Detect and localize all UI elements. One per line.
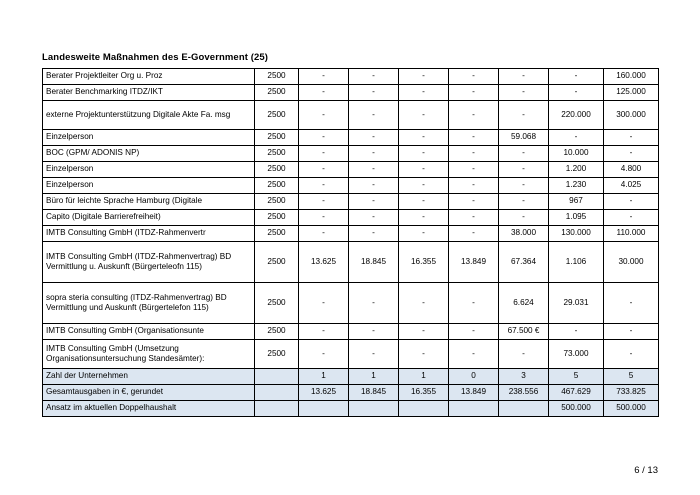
summary-cell	[399, 401, 449, 417]
row-cell: -	[499, 101, 549, 130]
summary-cell	[299, 401, 349, 417]
row-cell: -	[499, 85, 549, 101]
table-row	[43, 242, 659, 283]
row-cell: 2500	[255, 226, 299, 242]
row-cell: -	[299, 340, 349, 369]
table-row	[43, 340, 659, 369]
row-cell: 2500	[255, 130, 299, 146]
row-cell: 160.000	[604, 69, 659, 85]
row-label: externe Projektunterstützung Digitale Akte Fa. msg	[43, 101, 255, 130]
row-cell: -	[299, 162, 349, 178]
page-title: Landesweite Maßnahmen des E-Government (25)	[42, 52, 269, 63]
row-cell: 2500	[255, 210, 299, 226]
row-cell: 29.031	[549, 283, 604, 324]
row-cell: -	[349, 146, 399, 162]
row-cell: -	[299, 146, 349, 162]
row-cell: -	[449, 69, 499, 85]
row-cell: 1.230	[549, 178, 604, 194]
row-cell: -	[399, 146, 449, 162]
table-row	[43, 178, 659, 194]
row-label: Einzelperson	[43, 178, 255, 194]
row-cell: 10.000	[549, 146, 604, 162]
row-cell: 2500	[255, 85, 299, 101]
row-cell: 73.000	[549, 340, 604, 369]
row-cell: -	[399, 85, 449, 101]
summary-cell: 3	[499, 369, 549, 385]
row-cell: -	[449, 178, 499, 194]
summary-cell: 0	[449, 369, 499, 385]
summary-cell: 5	[549, 369, 604, 385]
row-cell: 2500	[255, 162, 299, 178]
row-cell: -	[549, 69, 604, 85]
row-cell: -	[499, 178, 549, 194]
row-cell: -	[299, 69, 349, 85]
row-cell: -	[399, 69, 449, 85]
row-cell: -	[399, 162, 449, 178]
summary-cell: 18.845	[349, 385, 399, 401]
row-cell: -	[299, 85, 349, 101]
table-row	[43, 130, 659, 146]
summary-cell: 16.355	[399, 385, 449, 401]
row-cell: -	[349, 69, 399, 85]
table-row	[43, 146, 659, 162]
row-label: Berater Projektleiter Org u. Proz	[43, 69, 255, 85]
row-cell: 2500	[255, 69, 299, 85]
summary-cell	[255, 369, 299, 385]
row-label: IMTB Consulting GmbH (ITDZ-Rahmenvertrag) BD Vermittlung u. Auskunft (Bürgerteleofn 115)	[43, 242, 255, 283]
row-cell: -	[349, 162, 399, 178]
row-cell: -	[604, 340, 659, 369]
row-cell: 13.849	[449, 242, 499, 283]
row-cell: 967	[549, 194, 604, 210]
summary-cell: 500.000	[549, 401, 604, 417]
summary-cell: 1	[299, 369, 349, 385]
table-row	[43, 324, 659, 340]
row-cell: -	[399, 178, 449, 194]
row-cell: -	[604, 210, 659, 226]
row-cell: 125.000	[604, 85, 659, 101]
table-row	[43, 101, 659, 130]
row-cell: -	[399, 194, 449, 210]
row-cell: -	[399, 101, 449, 130]
row-cell: 4.025	[604, 178, 659, 194]
table-row	[43, 85, 659, 101]
row-cell: -	[604, 283, 659, 324]
row-cell: -	[299, 226, 349, 242]
row-cell: 2500	[255, 242, 299, 283]
summary-cell	[255, 401, 299, 417]
row-label: sopra steria consulting (ITDZ-Rahmenvertrag) BD Vermittlung und Auskunft (Bürgertelefon 115)	[43, 283, 255, 324]
summary-cell	[449, 401, 499, 417]
row-cell: -	[399, 324, 449, 340]
summary-cell: 467.629	[549, 385, 604, 401]
row-cell: -	[299, 194, 349, 210]
row-cell: 110.000	[604, 226, 659, 242]
row-cell: -	[349, 226, 399, 242]
row-cell: 2500	[255, 146, 299, 162]
row-cell: 2500	[255, 101, 299, 130]
row-cell: -	[549, 324, 604, 340]
row-cell: -	[604, 146, 659, 162]
row-cell: -	[549, 130, 604, 146]
summary-cell	[499, 401, 549, 417]
row-cell: -	[449, 340, 499, 369]
row-cell: -	[449, 130, 499, 146]
row-cell: -	[399, 210, 449, 226]
summary-cell	[349, 401, 399, 417]
row-label: Einzelperson	[43, 162, 255, 178]
row-cell: -	[549, 85, 604, 101]
row-cell: -	[299, 130, 349, 146]
row-cell: 59.068	[499, 130, 549, 146]
expenses-table-container	[42, 68, 658, 417]
row-cell: 4.800	[604, 162, 659, 178]
row-cell: -	[449, 85, 499, 101]
row-cell: 130.000	[549, 226, 604, 242]
row-label: Einzelperson	[43, 130, 255, 146]
page-number: 6 / 13	[634, 465, 658, 476]
row-cell: -	[349, 178, 399, 194]
row-cell: -	[349, 340, 399, 369]
row-cell: 13.625	[299, 242, 349, 283]
row-cell: -	[299, 101, 349, 130]
row-label: Büro für leichte Sprache Hamburg (Digitale	[43, 194, 255, 210]
row-label: BOC (GPM/ ADONIS NP)	[43, 146, 255, 162]
row-cell: -	[449, 194, 499, 210]
row-cell: -	[349, 194, 399, 210]
row-cell: -	[299, 210, 349, 226]
row-label: IMTB Consulting GmbH (Organisationsunte	[43, 324, 255, 340]
row-cell: 2500	[255, 324, 299, 340]
row-label: IMTB Consulting GmbH (ITDZ-Rahmenvertr	[43, 226, 255, 242]
row-cell: -	[299, 283, 349, 324]
summary-cell: 733.825	[604, 385, 659, 401]
summary-cell: 1	[349, 369, 399, 385]
table-row	[43, 226, 659, 242]
summary-row-budget	[43, 401, 659, 417]
summary-label: Gesamtausgaben in €, gerundet	[43, 385, 255, 401]
row-cell: -	[399, 130, 449, 146]
table-row	[43, 162, 659, 178]
row-cell: -	[299, 178, 349, 194]
row-label: Capito (Digitale Barrierefreiheit)	[43, 210, 255, 226]
row-cell: 1.095	[549, 210, 604, 226]
row-cell: 67.500 €	[499, 324, 549, 340]
row-cell: -	[499, 146, 549, 162]
summary-label: Ansatz im aktuellen Doppelhaushalt	[43, 401, 255, 417]
row-cell: -	[349, 101, 399, 130]
row-cell: -	[349, 283, 399, 324]
table-row	[43, 69, 659, 85]
row-cell: -	[399, 340, 449, 369]
row-cell: 220.000	[549, 101, 604, 130]
table-row	[43, 210, 659, 226]
row-cell: -	[499, 210, 549, 226]
summary-cell: 238.556	[499, 385, 549, 401]
table-row	[43, 194, 659, 210]
summary-row-total	[43, 385, 659, 401]
row-cell: -	[449, 210, 499, 226]
row-cell: -	[604, 194, 659, 210]
row-cell: 18.845	[349, 242, 399, 283]
row-label: IMTB Consulting GmbH (Umsetzung Organisationsuntersuchung Standesämter):	[43, 340, 255, 369]
expenses-table	[42, 68, 659, 417]
row-cell: -	[449, 146, 499, 162]
row-cell: -	[604, 130, 659, 146]
row-cell: 2500	[255, 178, 299, 194]
row-cell: -	[499, 340, 549, 369]
row-cell: -	[399, 226, 449, 242]
summary-label: Zahl der Unternehmen	[43, 369, 255, 385]
row-cell: -	[449, 226, 499, 242]
row-cell: 2500	[255, 283, 299, 324]
row-cell: -	[399, 283, 449, 324]
row-cell: 2500	[255, 194, 299, 210]
row-cell: -	[449, 101, 499, 130]
summary-cell: 13.849	[449, 385, 499, 401]
row-cell: -	[499, 162, 549, 178]
row-cell: -	[604, 324, 659, 340]
row-cell: -	[449, 283, 499, 324]
row-cell: 67.364	[499, 242, 549, 283]
row-cell: -	[349, 210, 399, 226]
row-cell: -	[349, 324, 399, 340]
row-cell: 6.624	[499, 283, 549, 324]
row-cell: 30.000	[604, 242, 659, 283]
row-cell: -	[449, 162, 499, 178]
row-cell: -	[449, 324, 499, 340]
row-cell: -	[349, 85, 399, 101]
row-cell: 2500	[255, 340, 299, 369]
row-cell: 300.000	[604, 101, 659, 130]
row-cell: 1.200	[549, 162, 604, 178]
row-cell: -	[299, 324, 349, 340]
row-cell: -	[499, 194, 549, 210]
summary-cell: 1	[399, 369, 449, 385]
summary-cell: 5	[604, 369, 659, 385]
row-cell: 1.106	[549, 242, 604, 283]
summary-cell	[255, 385, 299, 401]
row-cell: -	[349, 130, 399, 146]
row-label: Berater Benchmarking ITDZ/IKT	[43, 85, 255, 101]
row-cell: 16.355	[399, 242, 449, 283]
summary-row-count	[43, 369, 659, 385]
table-row	[43, 283, 659, 324]
summary-cell: 13.625	[299, 385, 349, 401]
row-cell: -	[499, 69, 549, 85]
row-cell: 38.000	[499, 226, 549, 242]
summary-cell: 500.000	[604, 401, 659, 417]
